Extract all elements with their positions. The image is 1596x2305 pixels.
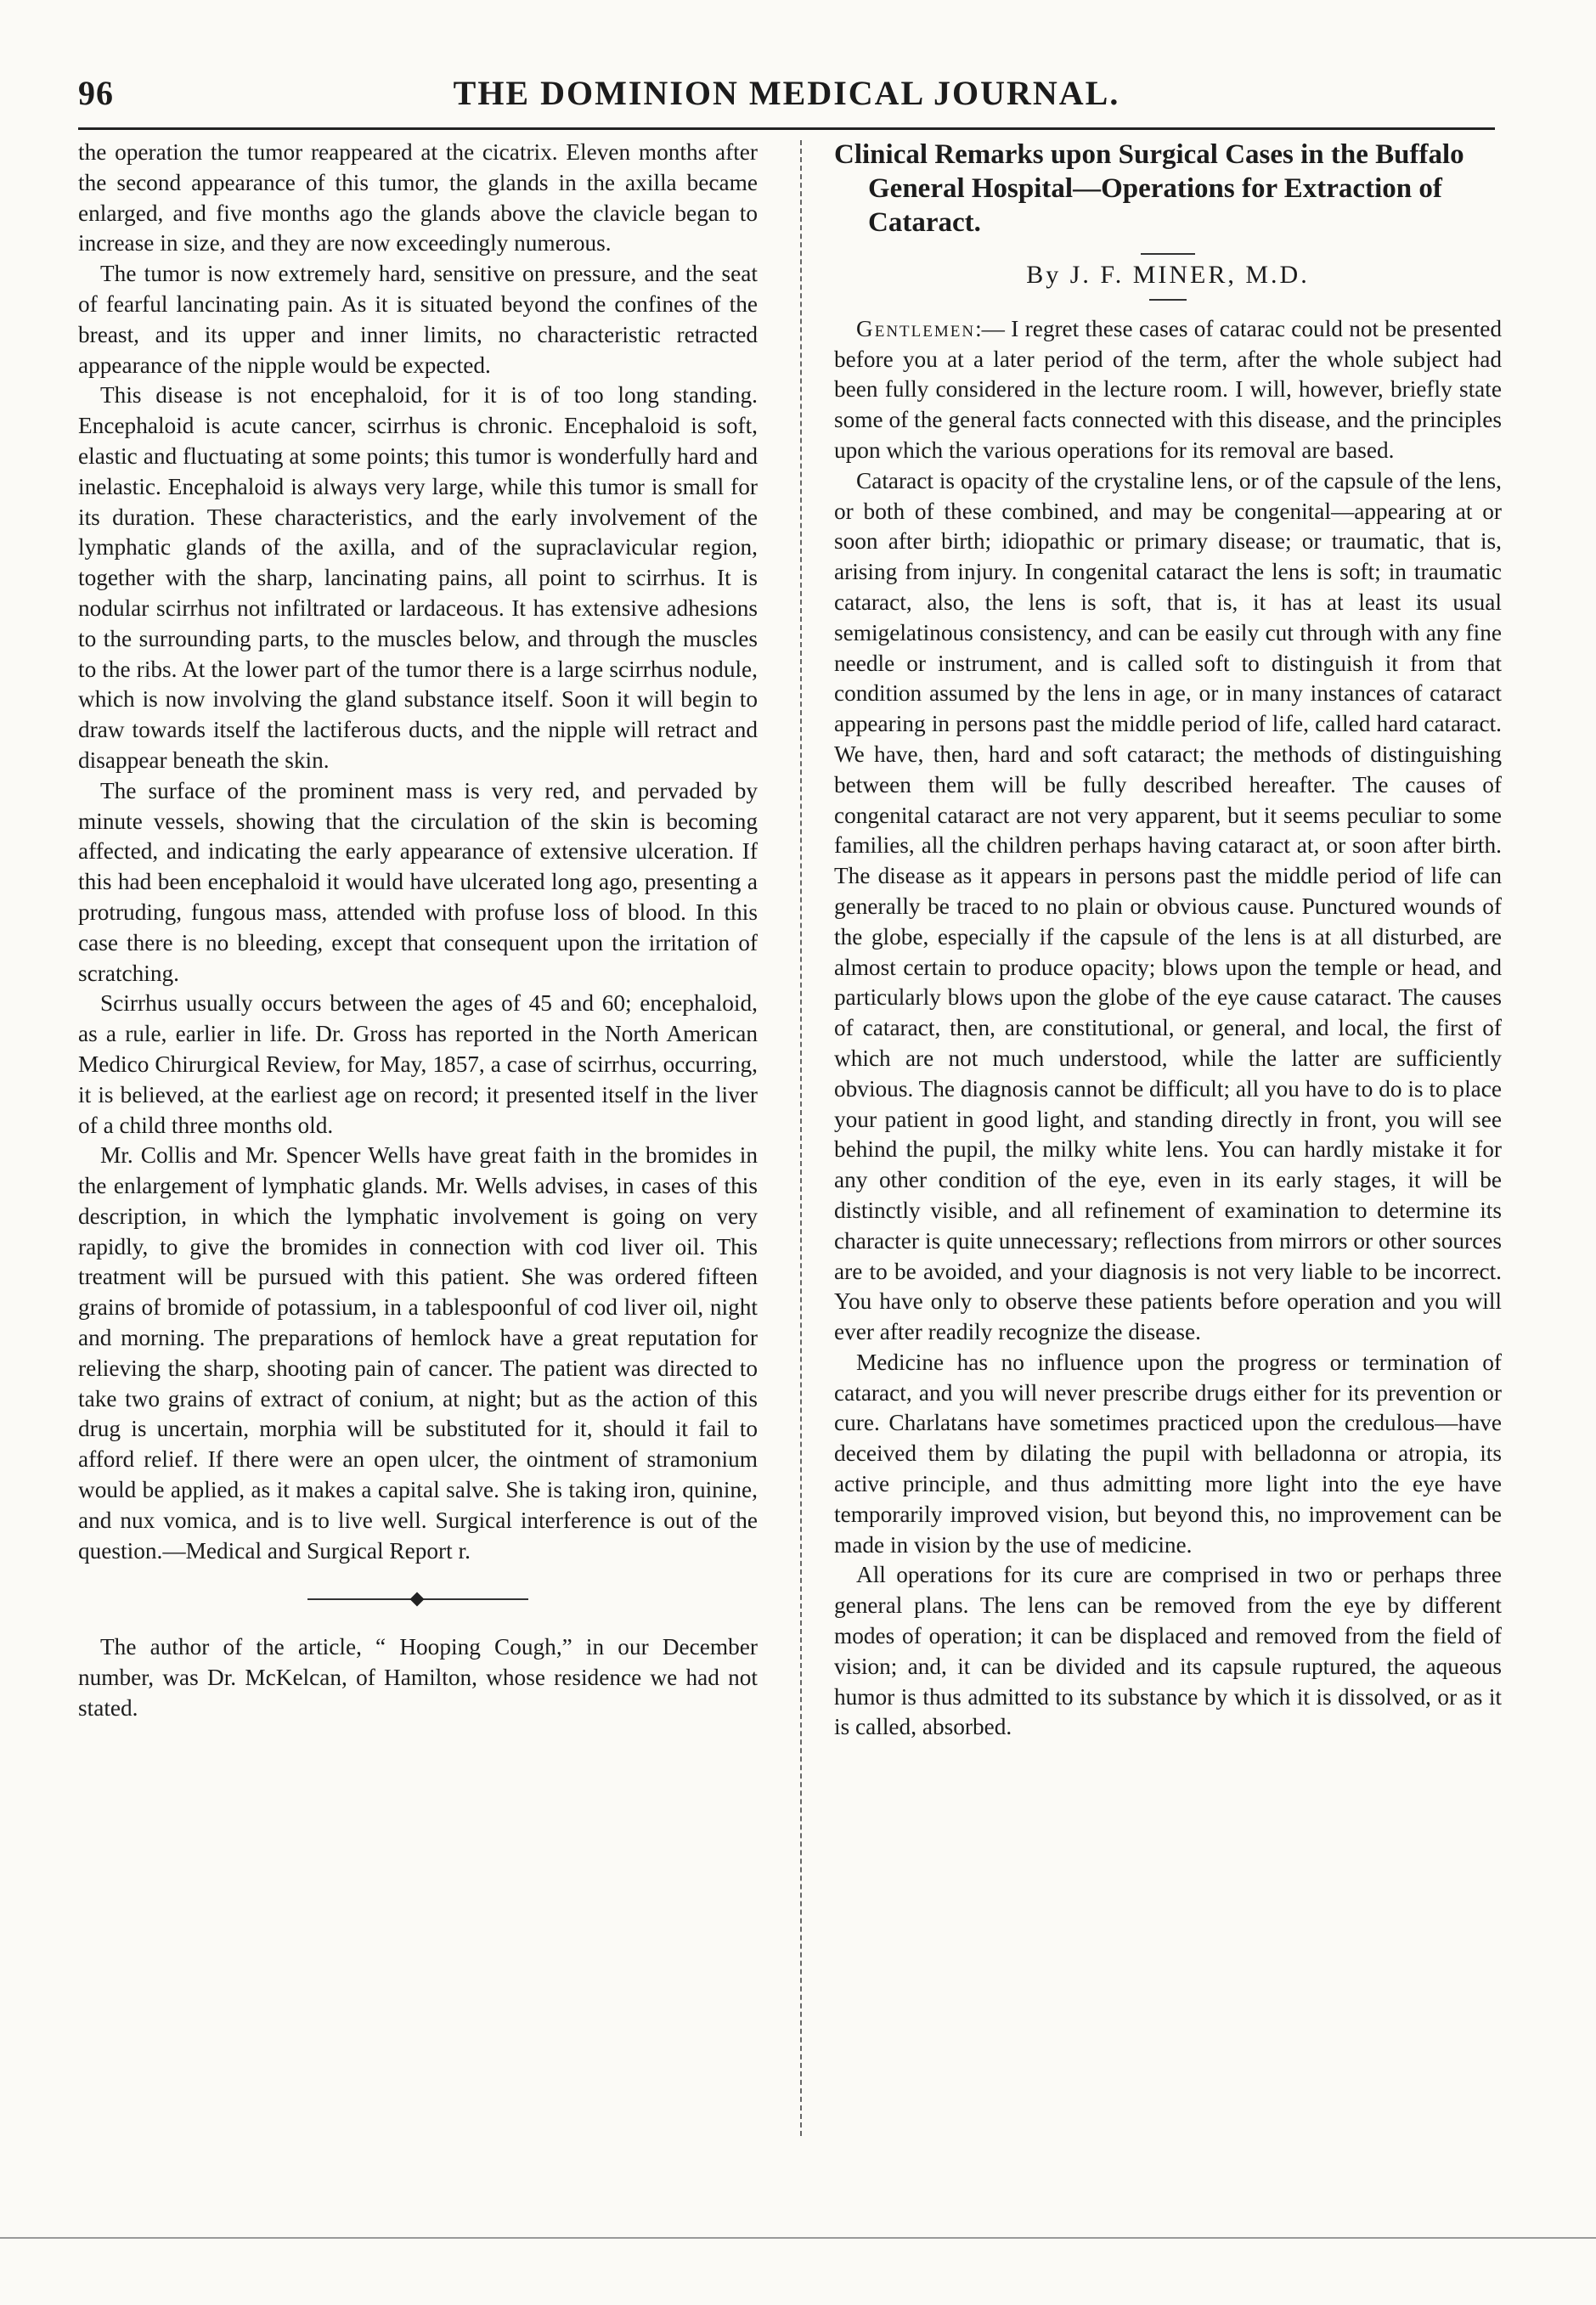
paragraph: All operations for its cure are comprised in two or perhaps three general plans. The lens can be removed from the eye by different modes of operation; it can be displaced and removed from the field of vision; and, it can be divided and its capsule ruptured, the aqueous humor is thus admitted to its substance by which it is dissolved, or as it is called, absorbed.: [834, 1562, 1502, 1740]
left-column: [78, 138, 758, 1724]
separator-ornament-icon: [410, 1592, 425, 1607]
author-rule: [1149, 299, 1187, 301]
paragraph: Medicine has no influence upon the progress or termination of cataract, and you will never prescribe drugs either for its prevention or cure. Charlatans have sometimes practiced upon the credulous—have deceived them by dilating the pupil with belladonna or atropia, its active principle, and thus admitting more light into the eye have temporarily improved vision, but beyond this, no improvement can be made in vision by the use of medicine.: [834, 1349, 1502, 1558]
right-column: [834, 138, 1502, 1743]
header-rule: [78, 127, 1495, 130]
column-divider: [800, 140, 802, 2136]
paragraph: the operation the tumor reappeared at the cicatrix. Eleven months after the second appearance of this tumor, the glands in the axilla became enlarged, and five months ago the glands above the clavicle began to increase in size, and they are now exceedingly numerous.: [78, 139, 758, 256]
paragraph: This disease is not encephaloid, for it is of too long standing. Encephaloid is acute cancer, scirrhus is chronic. Encephaloid is soft, elastic and fluctuating at some points; this tumor is wonderfully hard and inelastic. Encephaloid is always very large, while this tumor is small for its duration. These characteristics, and the early involvement of the lymphatic glands of the axilla, and of the supraclavicular region, together with the sharp, lancinating pains, all point to scirrhus. It is nodular scirrhus not infiltrated or lardaceous. It has extensive adhesions to the surrounding parts, to the muscles below, and through the muscles to the ribs. At the lower part of the tumor there is a large scirrhus nodule, which is now involving the gland substance itself. Soon it will begin to draw towards itself the lactiferous ducts, and the nipple will retract and disappear beneath the skin.: [78, 382, 758, 773]
page-number: 96: [78, 74, 114, 112]
page-header: [78, 73, 1495, 124]
paragraph-text: :— I regret these cases of catarac could not be presented before you at a later period of the term, after the whole subject had been fully considered in the lecture room. I will, however, briefly state some of the general facts connected with this disease, and the principles upon which the various operations for its removal are based.: [834, 315, 1502, 463]
page-bottom-rule: [0, 2237, 1596, 2239]
title-rule: [1141, 253, 1195, 255]
paragraph: Mr. Collis and Mr. Spencer Wells have great faith in the bromides in the enlargement of lymphatic glands. Mr. Wells advises, in cases of this description, in which the lymphatic involvement is going on very rapidly, to give the bromides in connection with cod liver oil. This treatment will be pursued with this patient. She was ordered fifteen grains of bromide of potassium, in a tablespoonful of cod liver oil, night and morning. The preparations of hemlock have a great reputation for relieving the sharp, shooting pain of cancer. The patient was directed to take two grains of extract of conium, at night; but as the action of this drug is uncertain, morphia will be substituted for it, should it fail to afford relief. If there were an open ulcer, the ointment of stramonium would be applied, as it makes a capital salve. She is taking iron, quinine, and nux vomica, and is to live well. Surgical interference is out of the question.—Medical and Surgical Report r.: [78, 1142, 758, 1564]
paragraph: The surface of the prominent mass is very red, and pervaded by minute vessels, showing that the circulation of the skin is becoming affected, and indicating the early appearance of extensive ulceration. If this had been encephaloid it would have ulcerated long ago, presenting a protruding, fungous mass, attended with profuse loss of blood. In this case there is no bleeding, except that consequent upon the irritation of scratching.: [78, 777, 758, 986]
article-title: Clinical Remarks upon Surgical Cases in the Buffalo General Hospital—Operations for Extraction of Cataract.: [834, 139, 1464, 238]
editorial-notice: The author of the article, “ Hooping Cough,” in our December number, was Dr. McKelcan, of Hamilton, whose residence we had not stated.: [78, 1634, 758, 1722]
paragraph: Cataract is opacity of the crystaline lens, or of the capsule of the lens, or both of these combined, and may be congenital—appearing at or soon after birth; idiopathic or primary disease; or traumatic, that is, arising from injury. In congenital cataract the lens is soft; in traumatic cataract, also, the lens is soft, that is, it has at least its usual semigelatinous consistency, and can be easily cut through with any fine needle or instrument, and is called soft to distinguish it from that condition assumed by the lens in age, or in many instances of cataract appearing in persons past the middle period of life, called hard cataract. We have, then, hard and soft cataract; the methods of distinguishing between them will be fully described hereafter. The causes of congenital cataract are not very apparent, but it seems peculiar to some families, all the children perhaps having cataract at, or soon after birth. The disease as it appears in persons past the middle period of life can generally be traced to no plain or obvious cause. Punctured wounds of the globe, especially if the capsule of the lens is at all disturbed, are almost certain to produce opacity; blows upon the temple or head, and particularly blows upon the globe of the eye cause cataract. The causes of cataract, then, are constitutional, or general, and local, the first of which are not much understood, while the latter are sufficiently obvious. The diagnosis cannot be difficult; all you have to do is to place your patient in good light, and standing directly in front, you will see behind the pupil, the milky white lens. You can hardly mistake it for any other condition of the eye, even in its early stages, it will be distinctly visible, and all refinement of examination to determine its character is quite unnecessary; reflections from mirrors or other sources are to be avoided, and your diagnosis is not very liable to be incorrect. You have only to observe these patients before operation and you will ever after readily recognize the disease.: [834, 467, 1502, 1345]
paragraph: Scirrhus usually occurs between the ages of 45 and 60; encephaloid, as a rule, earlier in life. Dr. Gross has reported in the North American Medico Chirurgical Review, for May, 1857, a case of scirrhus, occurring, it is believed, at the earliest age on record; it presented itself in the liver of a child three months old.: [78, 990, 758, 1138]
salutation: Gentlemen: [856, 315, 976, 341]
article-author: By J. F. MINER, M.D.: [1026, 261, 1310, 289]
paragraph: [834, 314, 1502, 466]
section-separator: [78, 1595, 758, 1603]
paragraph: The tumor is now extremely hard, sensitive on pressure, and the seat of fearful lancinating pain. As it is situated beyond the confines of the breast, and its upper and inner limits, no characteristic retracted appearance of the nipple would be expected.: [78, 261, 758, 378]
journal-title: THE DOMINION MEDICAL JOURNAL.: [453, 74, 1120, 112]
